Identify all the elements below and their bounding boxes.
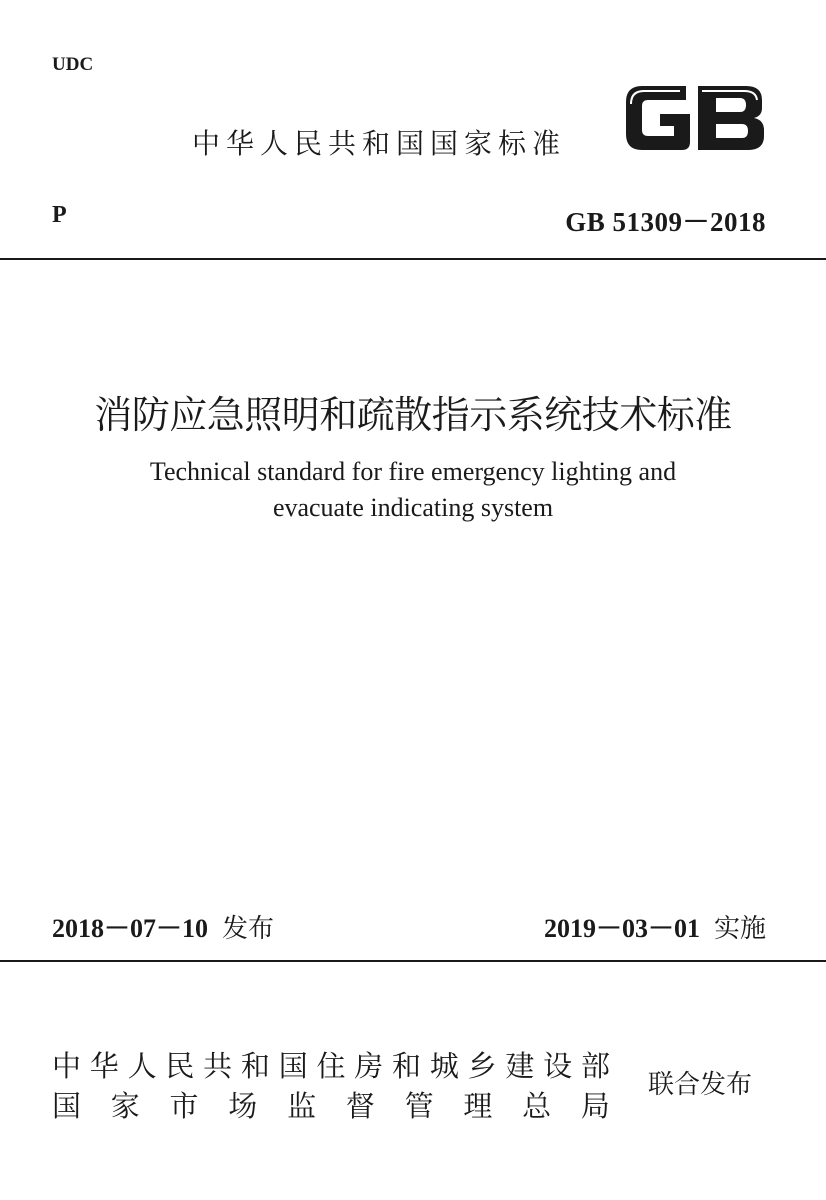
agency2-char: 家: [110, 1089, 140, 1123]
implementation-date: 2019－03－01: [543, 914, 700, 943]
classification-code: P: [52, 202, 67, 228]
agency2-char: 理: [463, 1089, 493, 1123]
joint-issue-label: 联合发布: [648, 1070, 753, 1100]
agency2-char: 总: [522, 1089, 552, 1123]
agency1-char: 国: [278, 1049, 308, 1083]
agency1-char: 城: [429, 1049, 459, 1083]
top-divider: [0, 258, 826, 260]
standard-number: GB 51309－2018: [565, 207, 766, 237]
agency1-char: 和: [392, 1049, 422, 1083]
title-english-line-1: Technical standard for fire emergency lighting and: [149, 457, 677, 486]
agency1-char: 房: [354, 1049, 384, 1083]
agency1-char: 华: [89, 1049, 119, 1083]
title-english-line-2: evacuate indicating system: [272, 493, 554, 522]
agency2-char: 监: [287, 1089, 317, 1123]
issue-label: 发布: [222, 914, 275, 944]
issuing-agency-2: [52, 1084, 610, 1125]
agency1-char: 建: [505, 1049, 535, 1083]
title-english: [0, 454, 826, 526]
agency1-char: 和: [240, 1049, 270, 1083]
udc-label: UDC: [52, 54, 94, 75]
agency2-char: 管: [404, 1089, 434, 1123]
issuing-agency-1: [52, 1044, 610, 1085]
agency2-char: 督: [345, 1089, 375, 1123]
issue-date: 2018－07－10: [52, 914, 209, 943]
title-chinese: 消防应急照明和疏散指示系统技术标准: [94, 393, 732, 437]
implementation-date-block: [544, 908, 766, 945]
agency1-char: 部: [580, 1049, 610, 1083]
issue-date-block: [52, 908, 274, 945]
agency2-char: 市: [169, 1089, 199, 1123]
agency2-char: 场: [228, 1089, 258, 1123]
agency1-char: 设: [543, 1049, 573, 1083]
agency1-char: 住: [316, 1049, 346, 1083]
agency2-char: 国: [52, 1089, 82, 1123]
agency1-char: 共: [203, 1049, 233, 1083]
national-standard-heading: 中华人民共和国国家标准: [192, 127, 567, 160]
agency1-char: 乡: [467, 1049, 497, 1083]
gb-logo-icon: [622, 78, 768, 158]
bottom-divider: [0, 960, 826, 962]
agency1-char: 人: [127, 1049, 157, 1083]
agency2-char: 局: [580, 1089, 610, 1123]
implementation-label: 实施: [713, 914, 766, 944]
agency1-char: 中: [52, 1049, 82, 1083]
agency1-char: 民: [165, 1049, 195, 1083]
